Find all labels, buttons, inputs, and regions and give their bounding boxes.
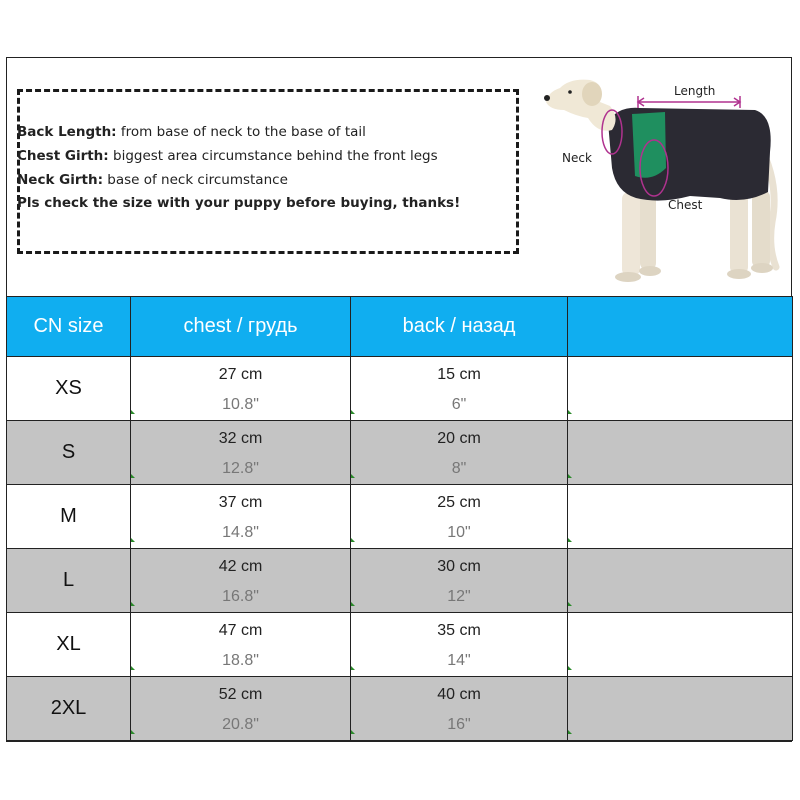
size-label: 2XL xyxy=(50,697,87,719)
cell-marker xyxy=(351,474,355,478)
neck-girth-text: base of neck circumstance xyxy=(102,172,288,188)
cell-marker xyxy=(351,602,355,606)
chest-inch: 20.8" xyxy=(222,715,259,733)
size-label: S xyxy=(61,441,76,463)
size-cell xyxy=(7,613,131,677)
cell-marker xyxy=(351,666,355,670)
chest-cm: 52 cm xyxy=(218,685,263,703)
chest-cell xyxy=(131,677,351,741)
cell-marker xyxy=(568,538,572,542)
header-chest: chest / грудь xyxy=(131,297,351,357)
size-label: M xyxy=(60,505,77,527)
header-back: back / назад xyxy=(351,297,568,357)
size-table xyxy=(6,296,793,741)
back-inch: 8" xyxy=(451,459,467,477)
chest-cell xyxy=(131,613,351,677)
cell-marker xyxy=(568,474,572,478)
back-length-note xyxy=(17,124,366,140)
table-header-row xyxy=(7,297,793,357)
back-cm: 40 cm xyxy=(437,685,481,703)
cell-marker xyxy=(568,602,572,606)
cell-marker xyxy=(351,538,355,542)
cell-marker xyxy=(568,730,572,734)
back-cell xyxy=(351,421,568,485)
size-label: L xyxy=(62,569,75,591)
back-cell xyxy=(351,549,568,613)
table-row xyxy=(7,613,793,677)
size-label: XS xyxy=(55,377,82,399)
cell-marker xyxy=(131,602,135,606)
back-cm: 15 cm xyxy=(437,365,481,383)
neck-label: Neck xyxy=(562,151,592,165)
chest-girth-note xyxy=(17,148,438,164)
size-check-warning: Pls check the size with your puppy before buying, thanks! xyxy=(17,195,461,211)
chest-inch: 16.8" xyxy=(222,587,259,605)
chest-inch: 10.8" xyxy=(222,395,259,413)
chest-girth-text: biggest area circumstance behind the front legs xyxy=(108,148,438,164)
neck-girth-label: Neck Girth: xyxy=(17,172,103,188)
back-length-label: Back Length: xyxy=(17,124,117,140)
cell-marker xyxy=(131,666,135,670)
dog-illustration xyxy=(540,72,790,287)
chest-cell xyxy=(131,421,351,485)
back-cell xyxy=(351,677,568,741)
chest-inch: 14.8" xyxy=(222,523,259,541)
chest-cm: 27 cm xyxy=(218,365,263,383)
size-cell xyxy=(7,357,131,421)
empty-cell xyxy=(568,549,793,613)
chest-inch: 12.8" xyxy=(222,459,259,477)
back-length-text: from base of neck to the base of tail xyxy=(116,124,366,140)
dog-measurement-diagram xyxy=(540,72,790,287)
back-inch: 10" xyxy=(447,523,471,541)
back-cell xyxy=(351,485,568,549)
table-row xyxy=(7,677,793,741)
size-cell xyxy=(7,677,131,741)
table-row xyxy=(7,421,793,485)
empty-cell xyxy=(568,613,793,677)
cell-marker xyxy=(131,410,135,414)
chest-cell xyxy=(131,357,351,421)
chest-cell xyxy=(131,485,351,549)
back-inch: 14" xyxy=(447,651,471,669)
size-cell xyxy=(7,549,131,613)
neck-girth-note xyxy=(17,172,288,188)
size-cell xyxy=(7,421,131,485)
table-row xyxy=(7,549,793,613)
size-label: XL xyxy=(56,633,81,655)
table-row xyxy=(7,485,793,549)
chest-label: Chest xyxy=(668,198,703,212)
empty-cell xyxy=(568,357,793,421)
back-cm: 35 cm xyxy=(437,621,481,639)
back-cm: 25 cm xyxy=(437,493,481,511)
back-cell xyxy=(351,613,568,677)
header-cn-size: CN size xyxy=(7,297,131,357)
table-row xyxy=(7,357,793,421)
chest-cm: 32 cm xyxy=(218,429,263,447)
empty-cell xyxy=(568,677,793,741)
chest-cm: 37 cm xyxy=(218,493,263,511)
size-cell xyxy=(7,485,131,549)
cell-marker xyxy=(131,474,135,478)
length-label: Length xyxy=(674,84,716,98)
back-cell xyxy=(351,357,568,421)
chest-girth-label: Chest Girth: xyxy=(17,148,109,164)
chest-cm: 42 cm xyxy=(218,557,263,575)
chest-cm: 47 cm xyxy=(218,621,263,639)
cell-marker xyxy=(568,410,572,414)
back-cm: 30 cm xyxy=(437,557,481,575)
back-cm: 20 cm xyxy=(437,429,481,447)
header-empty xyxy=(568,297,793,357)
back-inch: 6" xyxy=(451,395,467,413)
chest-inch: 18.8" xyxy=(222,651,259,669)
empty-cell xyxy=(568,485,793,549)
empty-cell xyxy=(568,421,793,485)
cell-marker xyxy=(131,730,135,734)
chest-cell xyxy=(131,549,351,613)
cell-marker xyxy=(131,538,135,542)
back-inch: 12" xyxy=(447,587,471,605)
back-inch: 16" xyxy=(447,715,471,733)
cell-marker xyxy=(568,666,572,670)
cell-marker xyxy=(351,410,355,414)
cell-marker xyxy=(351,730,355,734)
